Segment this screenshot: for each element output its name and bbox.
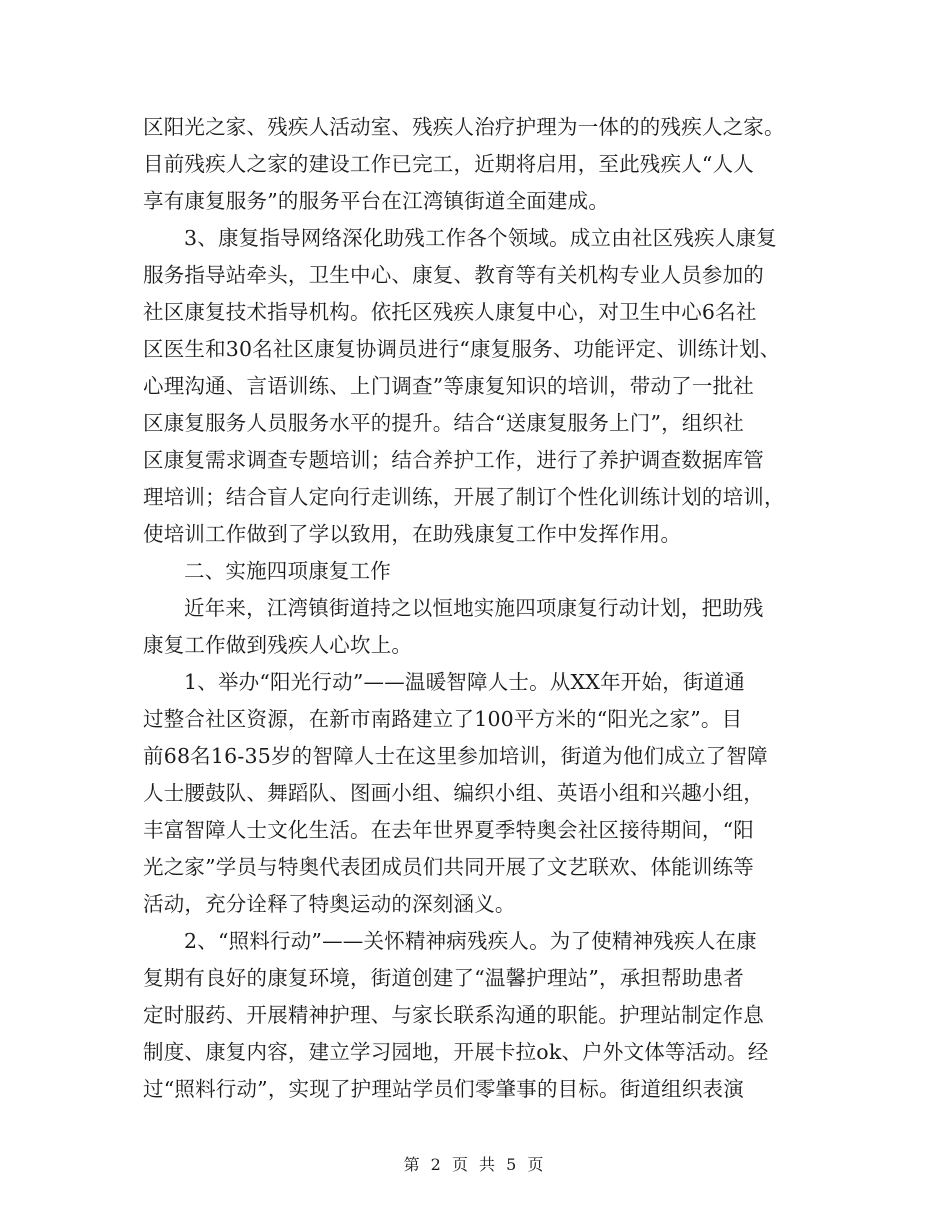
text-line: 社区康复技术指导机构。依托区残疾人康复中心，对卫生中心6名社 — [143, 300, 757, 324]
text-line: 2、“照料行动”——关怀精神病残疾人。为了使精神残疾人在康 — [184, 929, 757, 953]
text-line: 丰富智障人士文化生活。在去年世界夏季特奥会社区接待期间，“阳 — [143, 818, 754, 842]
text-line: 心理沟通、言语训练、上门调查”等康复知识的培训，带动了一批社 — [143, 374, 754, 398]
text-line: 康复工作做到残疾人心坎上。 — [143, 633, 413, 657]
text-line: 目前残疾人之家的建设工作已完工，近期将启用，至此残疾人“人人 — [143, 152, 754, 176]
text-line: 区康复服务人员服务水平的提升。结合“送康复服务上门”，组织社 — [143, 411, 744, 435]
text-line: 光之家”学员与特奥代表团成员们共同开展了文艺联欢、体能训练等 — [143, 855, 754, 879]
text-line: 区阳光之家、残疾人活动室、残疾人治疗护理为一体的的残疾人之家。 — [143, 115, 785, 139]
text-line: 服务指导站牵头，卫生中心、康复、教育等有关机构专业人员参加的 — [143, 263, 764, 287]
text-line: 制度、康复内容，建立学习园地，开展卡拉ok、户外文体等活动。经 — [143, 1040, 769, 1064]
text-line: 区康复需求调查专题培训；结合养护工作，进行了养护调查数据库管 — [143, 448, 764, 472]
text-line: 理培训；结合盲人定向行走训练，开展了制订个性化训练计划的培训， — [143, 485, 785, 509]
text-line: 过整合社区资源，在新市南路建立了100平方米的“阳光之家”。目 — [143, 707, 743, 731]
text-line: 人士腰鼓队、舞蹈队、图画小组、编织小组、英语小组和兴趣小组， — [143, 781, 764, 805]
text-line: 享有康复服务”的服务平台在江湾镇街道全面建成。 — [143, 189, 610, 213]
text-line: 近年来，江湾镇街道持之以恒地实施四项康复行动计划，把助残 — [184, 596, 764, 620]
text-line: 使培训工作做到了学以致用，在助残康复工作中发挥作用。 — [143, 522, 682, 546]
text-line: 定时服药、开展精神护理、与家长联系沟通的职能。护理站制定作息 — [143, 1003, 764, 1027]
text-line: 复期有良好的康复环境，街道创建了“温馨护理站”，承担帮助患者 — [143, 966, 744, 990]
section-heading: 二、实施四项康复工作 — [184, 559, 391, 583]
text-line: 过“照料行动”，实现了护理站学员们零肇事的目标。街道组织表演 — [143, 1077, 744, 1101]
page-footer: 第 2 页 共 5 页 — [403, 1155, 547, 1174]
text-line: 区医生和30名社区康复协调员进行“康复服务、功能评定、训练计划、 — [143, 337, 781, 361]
text-line: 活动，充分诠释了特奥运动的深刻涵义。 — [143, 892, 516, 916]
text-line: 3、康复指导网络深化助残工作各个领域。成立由社区残疾人康复 — [184, 226, 777, 250]
text-line: 1、举办“阳光行动”——温暖智障人士。从XX年开始，街道通 — [184, 670, 745, 694]
text-line: 前68名16-35岁的智障人士在这里参加培训，街道为他们成立了智障 — [143, 744, 768, 768]
